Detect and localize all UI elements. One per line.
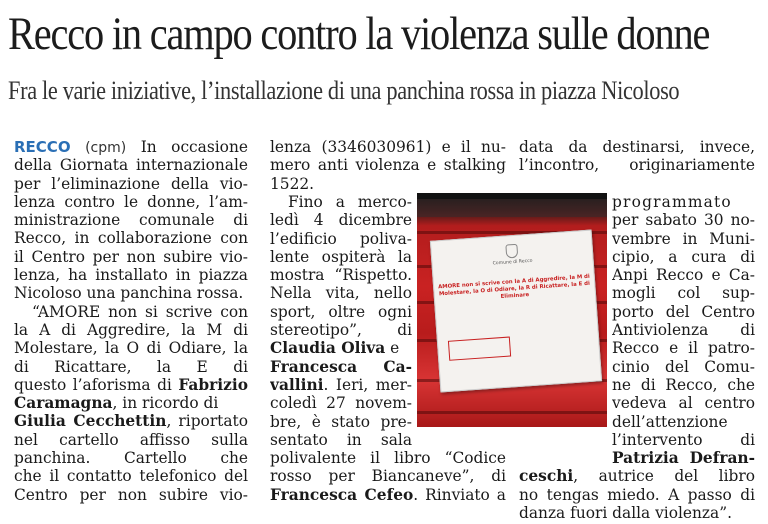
person-name: vallini [270, 375, 324, 394]
text-line: sport, oltre ogni [270, 302, 412, 321]
text-line [270, 486, 506, 504]
sign-town: Comune di Recco [492, 258, 533, 267]
text-line: l’intervento di [612, 430, 755, 449]
photo-red-bench [417, 193, 607, 427]
text-span: , autrice del libro [573, 467, 755, 486]
text-line: lenza (3346030961) e il nu- [270, 138, 506, 156]
text-line: bre, è stato pre- [270, 412, 412, 431]
text-span: questo l’aforisma di [14, 375, 172, 394]
text-span: e [385, 339, 400, 358]
text-line: Recco, in collaborazione con [14, 229, 248, 248]
text-line: Recco e il patro- [612, 339, 755, 358]
bench-slat [417, 411, 607, 414]
person-name: Giulia Cecchettin [14, 412, 167, 431]
text-line: cinio del Comu- [612, 357, 755, 376]
text-line: Fino a merco- [288, 193, 412, 211]
text-line: coledì 27 novem- [270, 394, 412, 413]
text-line: l’edificio poliva- [270, 229, 412, 248]
text-line: no tengas miedo. A passo di [519, 485, 755, 504]
person-name: Fabrizio [178, 375, 248, 394]
sign-logo [448, 336, 511, 360]
text-line: porto del Centro [612, 302, 755, 321]
text-line: Antiviolenza di [612, 321, 755, 340]
person-name: Defran- [678, 449, 755, 468]
text-line [14, 412, 248, 430]
subheadline: Fra le varie iniziative, l’installazione di una panchina rossa in piazza Nicoloso [8, 76, 680, 105]
person-name: Patrizia [612, 449, 679, 468]
text-line: data da destinarsi, invece, [519, 138, 755, 156]
text-line: lenza, ha installato in piazza [14, 266, 248, 285]
text-line: programmato [612, 193, 732, 211]
text-line: dell’attenzione [612, 412, 728, 431]
text-line: lenza contro le donne, l’am- [14, 192, 248, 211]
text-line: 1522. [270, 174, 315, 193]
text-line [270, 339, 412, 357]
text-line: il Centro per non subire vio- [14, 247, 248, 266]
text-span: In occasione [140, 138, 248, 156]
text-line: panchina. Cartello che [14, 449, 248, 468]
column-2-narrow [270, 193, 506, 504]
text-line: Centro per non subire vio- [14, 485, 248, 504]
text-line: nel cartello affisso sulla [14, 430, 248, 449]
text-span: , riportato [166, 412, 248, 431]
text-line [14, 394, 248, 412]
column-2-top [270, 138, 506, 193]
person-name: Ca- [357, 357, 412, 376]
text-line: ministrazione comunale di [14, 211, 248, 230]
column-3-top [519, 138, 755, 175]
text-line [270, 358, 412, 376]
text-line: l’incontro, originariamente [519, 156, 755, 175]
town-seal-icon [505, 244, 518, 259]
text-line: rosso per Biancaneve”, di [270, 467, 506, 486]
person-name: Francesca Cefeo [270, 485, 414, 504]
text-line: di Ricattare, la E di [14, 357, 248, 376]
text-line [14, 138, 248, 156]
text-line: ledì 4 dicembre [270, 211, 412, 230]
text-line [519, 467, 755, 485]
person-name: Caramagna [14, 394, 113, 413]
text-line: la A di Aggredire, la M di [14, 320, 248, 339]
photo-shadow [417, 193, 607, 199]
column-3-narrow [519, 193, 755, 523]
text-line: Anpi Recco e Ca- [612, 266, 755, 285]
text-line: ne di Recco, che [612, 375, 755, 394]
text-line [14, 376, 248, 394]
sign-motto: AMORE non si scrive con la A di Aggredire, la M di Molestare, la O di Odiare, la R di Ricattare, la E di Eliminare [437, 273, 591, 300]
person-name: Francesca [270, 357, 358, 376]
text-line [612, 449, 755, 467]
text-line: cipio, a cura di [612, 247, 755, 266]
kicker-location: RECCO [14, 138, 71, 156]
text-line: Nella vita, nello [270, 284, 412, 303]
text-line: sentato in sala [270, 430, 412, 449]
text-span: . Ieri, mer- [323, 375, 412, 394]
person-name: ceschi [519, 467, 574, 486]
text-line: Nicoloso una panchina rossa. [14, 284, 244, 303]
text-line [270, 376, 412, 394]
text-line: per l’eliminazione della vio- [14, 174, 248, 193]
text-line: vembre in Muni- [612, 229, 755, 248]
text-line: “AMORE non si scrive con [32, 302, 248, 321]
column-1 [14, 138, 248, 504]
text-line: danza fuori dalla violenza”. [519, 504, 732, 523]
text-span: , in ricordo di [112, 394, 219, 413]
text-line: Molestare, la O di Odiare, la [14, 339, 248, 358]
text-line: vedeva al centro [612, 394, 755, 413]
text-span: . Rinviato a [413, 485, 506, 504]
byline: (cpm) [85, 140, 127, 156]
text-line: mogli col sup- [612, 284, 755, 303]
text-line: polivalente il libro “Codice [270, 449, 506, 468]
text-line: che il contatto telefonico del [14, 467, 248, 486]
text-line: lente ospiterà la [270, 247, 412, 266]
text-line: della Giornata internazionale [14, 156, 248, 175]
bench-sign [430, 230, 602, 393]
headline: Recco in campo contro la violenza sulle donne [8, 8, 710, 60]
text-line: mostra “Rispetto. [270, 266, 412, 285]
text-line: stereotipo”, di [270, 321, 412, 340]
text-line: mero anti violenza e stalking [270, 156, 506, 175]
person-name: Claudia Oliva [270, 339, 386, 358]
sign-info [525, 323, 585, 327]
text-line: per sabato 30 no- [612, 211, 755, 230]
